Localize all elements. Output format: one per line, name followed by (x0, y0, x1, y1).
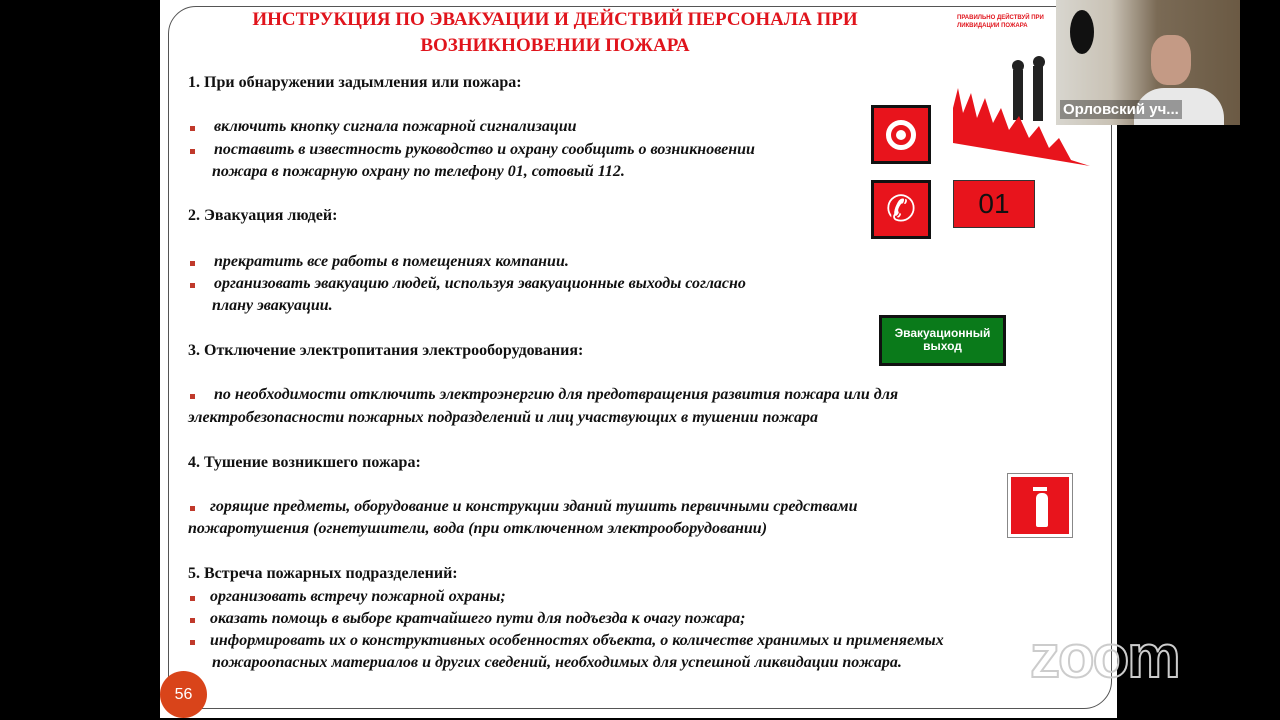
bullet-marker (190, 506, 195, 511)
bullet: горящие предметы, оборудование и конструкции зданий тушить первичными средствами (210, 498, 858, 515)
bullet-cont: пожаротушения (огнетушители, вода (при отключенном электрооборудовании) (188, 520, 768, 537)
zoom-watermark: zoom (1030, 623, 1179, 690)
section-heading: 4. Тушение возникшего пожара: (188, 454, 421, 471)
bullet-cont: пожароопасных материалов и других сведений, необходимых для успешной ликвидации пожара. (212, 654, 902, 671)
presentation-slide (160, 0, 1117, 718)
bullet: прекратить все работы в помещениях компании. (214, 253, 569, 270)
page-number-badge: 56 (160, 671, 207, 718)
bullet-marker (190, 394, 195, 399)
exit-sign-line2: выход (923, 339, 962, 353)
section-heading: 2. Эвакуация людей: (188, 207, 338, 224)
poster-title: ПРАВИЛЬНО ДЕЙСТВУЙ ПРИ ЛИКВИДАЦИИ ПОЖАРА (957, 15, 1044, 29)
bullet: организовать эвакуацию людей, используя эвакуационные выходы согласно (214, 275, 746, 292)
bullet-cont: пожара в пожарную охрану по телефону 01, сотовый 112. (212, 163, 625, 180)
fire-extinguisher-icon (1007, 473, 1073, 538)
section-heading: 5. Встреча пожарных подразделений: (188, 565, 458, 582)
bullet-marker (190, 283, 195, 288)
bullet-marker (190, 261, 195, 266)
bullet: организовать встречу пожарной охраны; (210, 588, 506, 605)
participant-name: Орловский уч... (1060, 100, 1182, 119)
slide-title-line2: ВОЗНИКНОВЕНИИ ПОЖАРА (420, 35, 690, 56)
slide-title-line1: ИНСТРУКЦИЯ ПО ЭВАКУАЦИИ И ДЕЙСТВИЙ ПЕРСОНАЛА ПРИ (252, 9, 858, 30)
section-heading: 3. Отключение электропитания электрооборудования: (188, 342, 584, 359)
bullet-marker (190, 126, 195, 131)
fire-alarm-button-icon (871, 105, 931, 164)
bullet-marker (190, 596, 195, 601)
bullet: поставить в известность руководство и охрану сообщить о возникновении (214, 141, 755, 158)
bullet-marker (190, 618, 195, 623)
exit-sign (879, 315, 1006, 366)
bullet-marker (190, 640, 195, 645)
exit-sign-line1: Эвакуационный (894, 326, 991, 340)
bullet-marker (190, 149, 195, 154)
bullet: информировать их о конструктивных особенностях объекта, о количестве хранимых и применяемых (210, 632, 944, 649)
bullet: оказать помощь в выборе кратчайшего пути для подъезда к очагу пожара; (210, 610, 746, 627)
bullet: по необходимости отключить электроэнергию для предотвращения развития пожара или для (214, 386, 899, 403)
bullet: включить кнопку сигнала пожарной сигнализации (214, 118, 577, 135)
bullet-cont: электробезопасности пожарных подразделений и лиц участвующих в тушении пожара (188, 409, 818, 426)
section-heading: 1. При обнаружении задымления или пожара: (188, 74, 522, 91)
phone-icon: ✆ (871, 180, 931, 239)
flames-firefighters-icon (953, 38, 1090, 168)
emergency-number-sign: 01 (953, 180, 1035, 228)
bullet-cont: плану эвакуации. (212, 297, 333, 314)
